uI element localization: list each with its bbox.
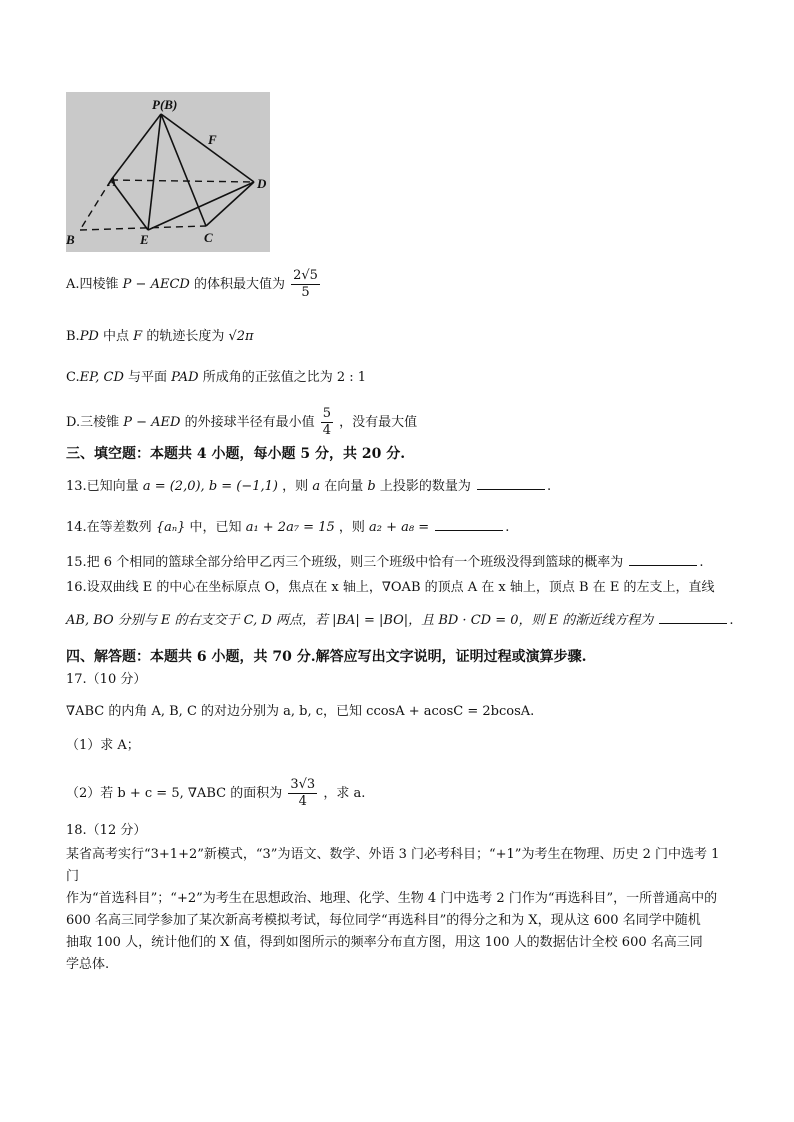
- q13-vector-a: a: [312, 479, 321, 494]
- option-d-prefix: D.三棱锥: [66, 415, 120, 430]
- option-a-expr: P − AECD: [122, 277, 190, 292]
- q14-answer-blank[interactable]: [435, 518, 503, 531]
- option-a-fraction: [291, 268, 320, 301]
- pyramid-figure: [66, 92, 270, 252]
- q14-text2: 中，已知: [189, 520, 242, 535]
- q16-end: .: [729, 613, 734, 628]
- q13-text3: 在向量: [324, 479, 364, 494]
- edge-PA: [111, 114, 161, 180]
- edge-AD-dashed: [111, 180, 254, 182]
- option-b-mid: 中点: [103, 329, 130, 344]
- q14-condition: a₁ + 2a₇ = 15: [245, 520, 335, 535]
- q18-line3: 600 名高三同学参加了某次新高考模拟考试，每位同学“再选科目”的得分之和为 X，现从这 600 名同学中随机: [66, 913, 701, 928]
- label-B: B: [66, 232, 75, 247]
- option-a-numerator: 2√5: [293, 268, 318, 283]
- q17-area-denominator: 4: [298, 794, 307, 809]
- q18-line1: 某省高考实行“3+1+2”新模式，“3”为语文、数学、外语 3 门必考科目；“+1”为考生在物理、历史 2 门中选考 1 门: [66, 847, 720, 884]
- q15-text: 15.把 6 个相同的篮球全部分给甲乙丙三个班级，则三个班级中恰有一个班级没得到篮球的概率为: [66, 555, 624, 570]
- option-a-mid: 的体积最大值为: [193, 277, 285, 292]
- q14-sequence: {aₙ}: [155, 520, 186, 535]
- label-F: F: [208, 132, 217, 147]
- option-c: [66, 368, 366, 388]
- label-P: P(B): [152, 97, 178, 112]
- question-16-line1: 16.设双曲线 E 的中心在坐标原点 O，焦点在 x 轴上，∇OAB 的顶点 A 在 x 轴上，顶点 B 在 E 的左支上，直线: [66, 580, 715, 595]
- option-b-point-f: F: [133, 329, 143, 344]
- pyramid-diagram: [66, 92, 270, 252]
- q17-part2-text: （2）若 b + c = 5, ∇ABC 的面积为: [66, 786, 283, 801]
- option-d-tail: ，没有最大值: [339, 415, 418, 430]
- label-C: C: [204, 230, 213, 245]
- q13-text2: ，则: [282, 479, 309, 494]
- option-a-prefix: A.四棱锥: [66, 277, 119, 292]
- edge-BC-dashed: [80, 226, 206, 230]
- q17-area-fraction: [288, 777, 317, 810]
- edge-PE: [148, 114, 161, 230]
- q17-area-numerator: 3√3: [290, 777, 316, 792]
- option-b-prefix: B.: [66, 329, 80, 344]
- label-E: E: [140, 232, 149, 247]
- q17-part2: [66, 777, 365, 810]
- q13-vectors: a = (2,0), b = (−1,1): [142, 479, 279, 494]
- q15-answer-blank[interactable]: [629, 553, 697, 566]
- question-14: [66, 518, 509, 538]
- option-d-numerator: 5: [322, 406, 332, 421]
- q17-part1: （1）求 A；: [66, 738, 140, 753]
- option-c-prefix: C.: [66, 370, 80, 385]
- option-c-plane: PAD: [171, 370, 199, 385]
- q13-answer-blank[interactable]: [477, 477, 545, 490]
- option-d-fraction: [321, 406, 333, 439]
- edge-AB-dashed: [80, 180, 111, 230]
- option-c-tail: 所成角的正弦值之比为: [202, 370, 333, 385]
- question-13: [66, 477, 551, 497]
- option-a: [66, 268, 322, 301]
- question-16-line2: [66, 611, 734, 631]
- q18-line4: 抽取 100 人，统计他们的 X 值，得到如图所示的频率分布直方图，用这 100 人的数据估计全校 600 名高三同: [66, 935, 703, 950]
- option-c-mid: 与平面: [128, 370, 168, 385]
- q16-text: AB, BO 分别与 E 的右支交于 C, D 两点，若 |BA| = |BO|，且 BD · CD = 0，则 E 的渐近线方程为: [66, 613, 654, 628]
- q17-part2-tail: ，求 a.: [323, 786, 366, 801]
- option-b: [66, 327, 254, 347]
- option-b-tail: 的轨迹长度为: [146, 329, 225, 344]
- q18-heading: 18.（12 分）: [66, 823, 147, 838]
- q18-body: [66, 844, 732, 976]
- option-d-mid: 的外接球半径有最小值: [184, 415, 315, 430]
- option-b-value: √2π: [228, 329, 254, 344]
- q18-line5: 学总体.: [66, 957, 110, 972]
- option-d: [66, 406, 417, 439]
- q13-text1: 13.已知向量: [66, 479, 139, 494]
- q13-text4: 上投影的数量为: [379, 479, 471, 494]
- q17-heading: 17.（10 分）: [66, 672, 147, 687]
- q15-end: .: [699, 555, 704, 570]
- q16-answer-blank[interactable]: [659, 611, 727, 624]
- q14-text1: 14.在等差数列: [66, 520, 152, 535]
- q14-end: .: [505, 520, 510, 535]
- question-15: [66, 553, 704, 573]
- option-b-expr: PD: [79, 329, 99, 344]
- q13-vector-b: b: [367, 479, 376, 494]
- q18-line2: 作为“首选科目”；“+2”为考生在思想政治、地理、化学、生物 4 门中选考 2 门作为“再选科目”，一所普通高中的: [66, 891, 718, 906]
- q14-text3: ，则: [338, 520, 365, 535]
- q13-end: .: [547, 479, 552, 494]
- edge-CD: [206, 182, 254, 226]
- option-c-value: 2 : 1: [336, 370, 367, 385]
- option-a-denominator: 5: [301, 285, 310, 300]
- section-4-heading: 四、解答题：本题共 6 小题，共 70 分.解答应写出文字说明，证明过程或演算步骤.: [66, 649, 587, 665]
- option-c-expr: EP, CD: [79, 370, 124, 385]
- option-d-expr: P − AED: [123, 415, 181, 430]
- label-D: D: [257, 176, 267, 191]
- section-3-heading: 三、填空题：本题共 4 小题，每小题 5 分，共 20 分.: [66, 446, 406, 462]
- edge-ED: [148, 182, 254, 230]
- option-d-denominator: 4: [322, 423, 332, 438]
- q17-stem: ∇ABC 的内角 A, B, C 的对边分别为 a, b, c，已知 ccosA + acosC = 2bcosA.: [66, 704, 535, 719]
- label-A: A: [108, 174, 117, 189]
- q14-target: a₂ + a₈ =: [369, 520, 430, 535]
